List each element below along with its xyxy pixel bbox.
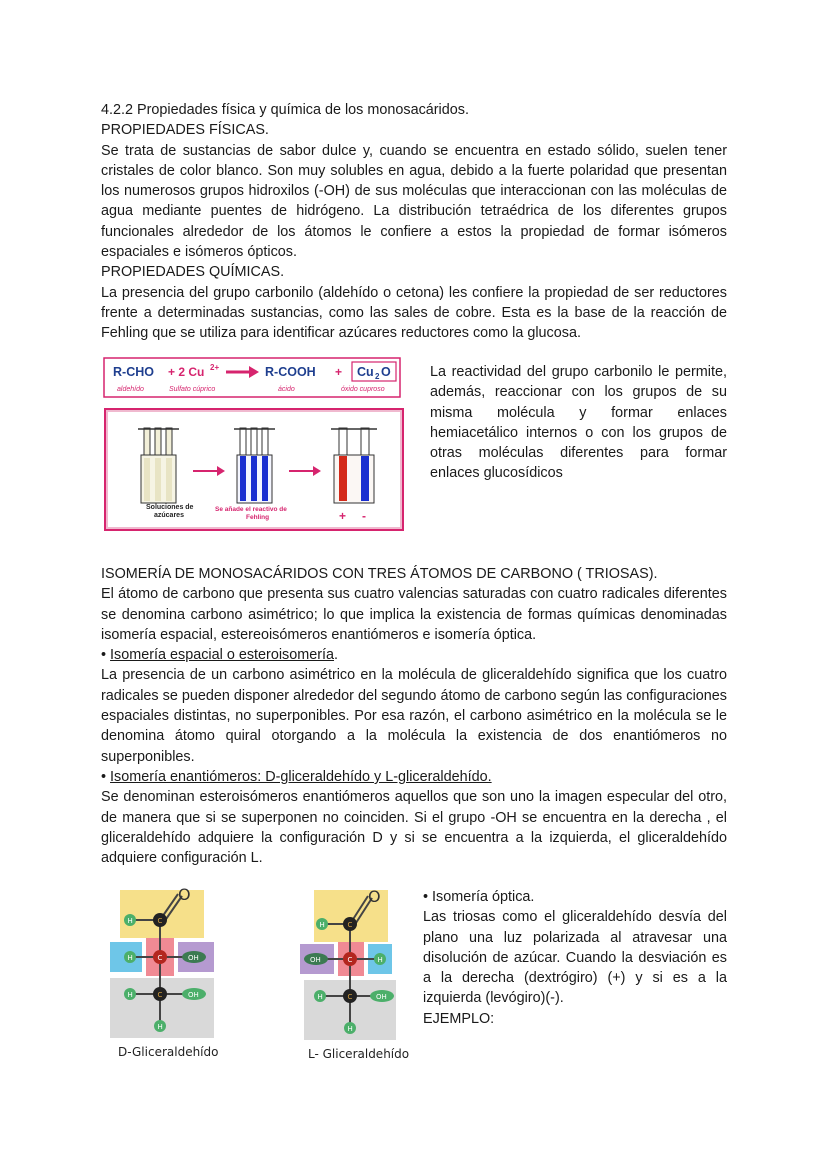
fehling-side-text: La reactividad del grupo carbonilo le permite, además, reaccionar con los grupos de su misma molécula y formar enlaces hemiacetálico internos o con los grupos de otras moléculas diferentes para formar enlaces glucosídicos: [430, 364, 727, 482]
bullet: •: [101, 768, 111, 785]
svg-text:C: C: [347, 993, 353, 1001]
svg-text:C: C: [347, 956, 353, 964]
svg-text:C: C: [347, 921, 353, 929]
label-aldehido: aldehído: [117, 386, 144, 393]
chemical-properties-text: La presencia del grupo carbonilo (aldehído o cetona) les confiere la propiedad de ser reductores frente a determinadas sustancias, como las sales de cobre. Esta es la base de la reacción de Fehling que se utiliza para identificar azúcares reductores como la glucosa.: [101, 284, 727, 342]
atom-h: [344, 1022, 356, 1034]
svg-text:OH: OH: [188, 954, 199, 962]
svg-text:H: H: [317, 993, 323, 1001]
label-azucares: azúcares: [154, 512, 184, 519]
svg-text:C: C: [157, 917, 163, 925]
atom-c: [153, 987, 167, 1001]
atom-h: [316, 918, 328, 930]
label-oxido: óxido cuproso: [341, 386, 385, 393]
product-cu-sub: 2: [375, 372, 380, 381]
plus-sign: +: [335, 365, 343, 379]
svg-text:C: C: [157, 991, 163, 999]
atom-c-chiral: [343, 952, 357, 966]
svg-text:C: C: [157, 954, 163, 962]
period: .: [334, 647, 339, 664]
optical-isomerism-text: Las triosas como el gliceraldehído desvía del plano una luz polarizada al atravesar una disolución de azúcar. Cuando la desviación es a la derecha (dextrógiro) (+) y si es a la izquierda (levógiro)(-).: [423, 909, 727, 1007]
atom-oh: [370, 990, 394, 1002]
label-fehling: Fehling: [246, 514, 270, 521]
reactant-copper: + 2 Cu: [168, 365, 205, 379]
enantio-heading: [101, 767, 727, 787]
svg-text:OH: OH: [310, 956, 321, 964]
atom-h: [124, 951, 136, 963]
svg-text:H: H: [319, 921, 325, 929]
oxygen-atom: O: [368, 887, 381, 906]
isomeria-section: [101, 564, 727, 868]
isomeria-title: ISOMERÍA DE MONOSACÁRIDOS CON TRES ÁTOMOS DE CARBONO ( TRIOSAS).: [101, 566, 658, 582]
svg-text:H: H: [127, 917, 133, 925]
section-heading: 4.2.2 Propiedades física y química de los monosacáridos.: [101, 102, 469, 118]
d-glyceraldehyde-caption: D-Gliceraldehído: [118, 1045, 219, 1059]
atom-h: [314, 990, 326, 1002]
physical-properties-title: PROPIEDADES FÍSICAS.: [101, 122, 269, 139]
properties-section: [101, 100, 727, 344]
l-glyceraldehyde-diagram: [298, 886, 410, 1064]
enantio-title: Isomería enantiómeros: D-gliceraldehído y L-gliceraldehído.: [110, 768, 492, 785]
atom-oh: [304, 953, 328, 965]
fehling-reaction-figure: [103, 357, 405, 533]
product-rcooh: R-COOH: [265, 365, 316, 379]
label-reactivo: Se añade el reactivo de: [215, 506, 287, 513]
result-negative: -: [362, 509, 366, 523]
espacial-heading: [101, 645, 727, 665]
svg-text:OH: OH: [188, 991, 199, 999]
atom-oh: [182, 988, 206, 1000]
espacial-title: Isomería espacial o esteroisomería: [110, 647, 335, 664]
svg-text:H: H: [377, 956, 383, 964]
result-positive: +: [339, 509, 347, 523]
svg-text:H: H: [347, 1025, 353, 1033]
isomeria-intro: El átomo de carbono que presenta sus cuatro valencias saturadas con cuatro radicales diferentes se denomina carbono asimétrico; lo que implica la existencia de formas químicas denominadas isomería espacial, estereoisómeros enantiómeros e isomería óptica.: [101, 586, 727, 643]
label-sulfato: Sulfato cúprico: [169, 386, 216, 393]
svg-text:OH: OH: [376, 993, 387, 1001]
atom-h: [374, 953, 386, 965]
example-label: EJEMPLO:: [423, 1010, 495, 1027]
oxygen-atom: O: [178, 886, 191, 904]
l-glyceraldehyde-caption: L- Gliceraldehído: [308, 1047, 410, 1061]
atom-c: [343, 989, 357, 1003]
label-soluciones: Soluciones de: [146, 504, 194, 511]
chemical-properties-title: PROPIEDADES QUÍMICAS.: [101, 264, 285, 281]
espacial-text: La presencia de un carbono asimétrico en la molécula de gliceraldehído significa que los cuatro radicales se pueden disponer alrededor del segundo átomo de carbono según las configuraciones espaciales distintas, no superponibles. Por esa razón, el carbono asimétrico en la molécula se le denomina átomo quiral otorgando a la molécula la existencia de dos enantiómeros no superponibles.: [101, 667, 727, 765]
copper-charge: 2+: [210, 363, 220, 372]
physical-properties-text: Se trata de sustancias de sabor dulce y, cuando se encuentra en estado sólido, suelen tener cristales de color blanco. Son muy solubles en agua, debido a la fuerte polaridad que presentan los numerosos grupos hidroxilos (-OH) de sus moléculas que interaccionan con las moléculas de agua mediante puentes de hidrógeno. La distribución tetraédrica de los diferentes grupos funcionales alrededor de los átomos le confiere a estos la propiedad de formar isómeros espaciales e isómeros ópticos.: [101, 142, 727, 261]
atom-c: [153, 913, 167, 927]
atom-h: [124, 914, 136, 926]
atom-h: [154, 1020, 166, 1032]
bullet: •: [101, 647, 111, 664]
atom-h: [124, 988, 136, 1000]
optical-isomerism-title: • Isomería óptica.: [423, 889, 535, 905]
d-glyceraldehyde-diagram: [108, 886, 228, 1064]
optical-isomerism-block: [423, 887, 727, 1029]
svg-text:H: H: [157, 1023, 163, 1031]
atom-oh: [182, 951, 206, 963]
atom-c: [343, 917, 357, 931]
svg-text:H: H: [127, 954, 133, 962]
label-acido: ácido: [278, 386, 295, 393]
product-cu: Cu: [357, 365, 374, 379]
atom-c-chiral: [153, 950, 167, 964]
product-o: O: [381, 365, 391, 379]
reactant-rcho: R-CHO: [113, 365, 154, 379]
enantio-text: Se denominan esteroisómeros enantiómeros aquellos que son uno la imagen especular del otro, de manera que si se superponen no coinciden. Si el grupo -OH se encuentra en la derecha , el gliceraldehído adquiere la configuración D y si se encuentra a la izquierda, el gliceraldehído adquiere configuración L.: [101, 789, 727, 867]
svg-text:H: H: [127, 991, 133, 999]
